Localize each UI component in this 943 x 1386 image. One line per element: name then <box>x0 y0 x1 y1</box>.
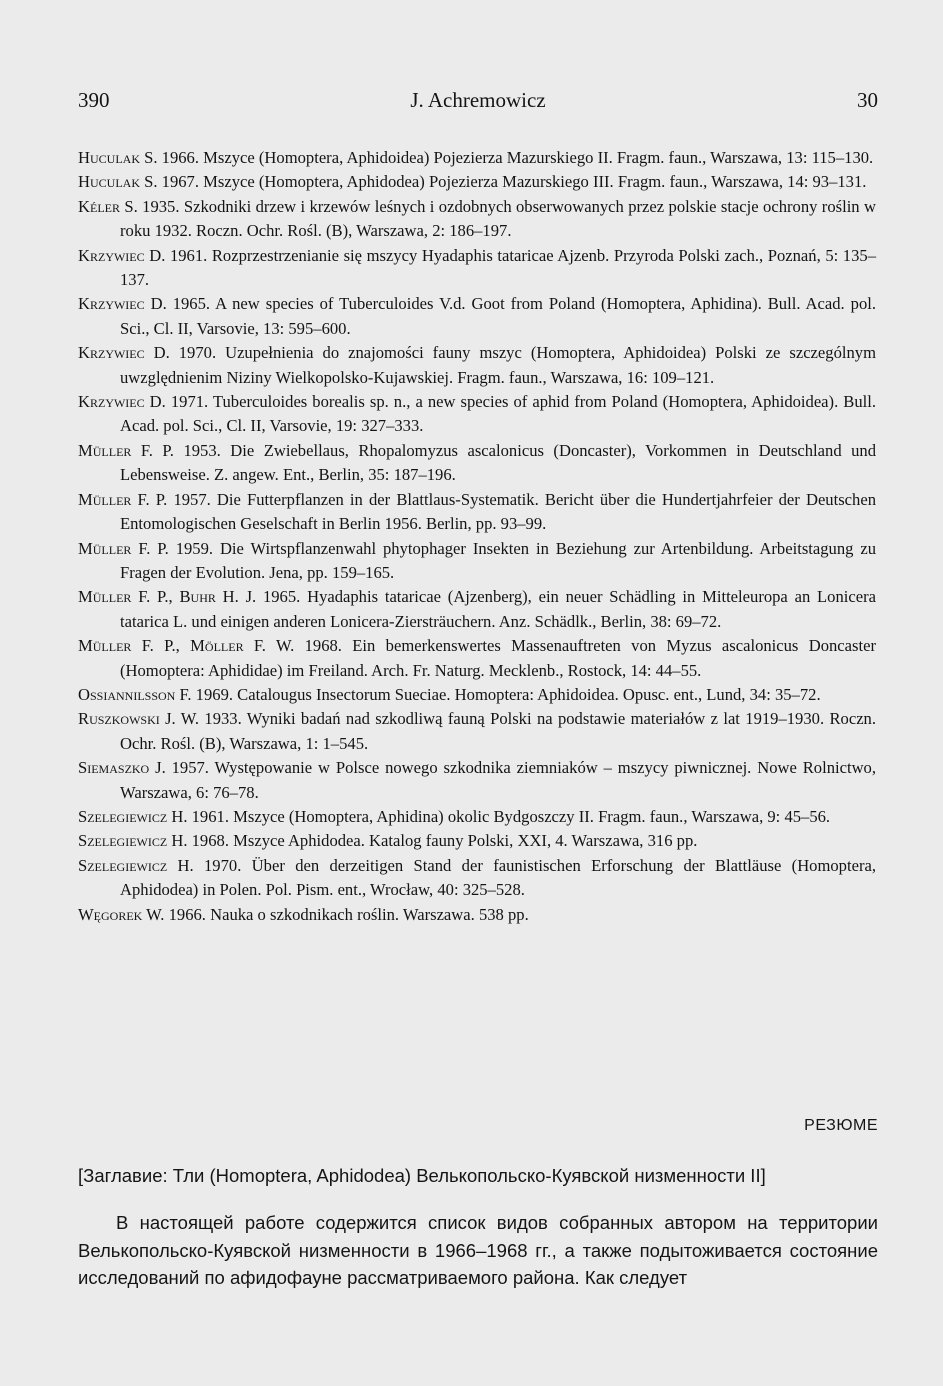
reference-author: Szelegiewicz H. <box>78 855 194 875</box>
reference-author: Huculak S. <box>78 148 158 167</box>
page-number-left: 390 <box>78 88 110 112</box>
reference-entry <box>78 829 876 853</box>
reference-list <box>78 146 876 927</box>
reference-entry <box>78 292 876 341</box>
reference-author: Müller F. P. <box>78 440 174 460</box>
reference-text: 1966. Nauka o szkodnikach roślin. Warszawa. 538 pp. <box>164 904 529 924</box>
reference-text: 1968. Mszyce Aphidodea. Katalog fauny Polski, XXI, 4. Warszawa, 316 pp. <box>187 831 698 851</box>
reference-author: Krzywiec D. <box>78 245 166 265</box>
reference-entry <box>78 805 876 829</box>
reference-author: Müller F. P., Möller F. W. <box>78 636 295 656</box>
reference-entry <box>78 683 876 707</box>
reference-entry <box>78 170 876 194</box>
reference-author: Szelegiewicz H. <box>78 831 188 851</box>
reference-text: 1961. Rozprzestrzenianie się mszycy Hyadaphis tataricae Ajzenb. Przyroda Polski zach., Poznań, 5: 135–137. <box>120 245 876 290</box>
reference-text: 1965. A new species of Tuberculoides V.d. Goot from Poland (Homoptera, Aphidina). Bull. Acad. pol. Sci., Cl. II, Varsovie, 13: 595–600. <box>120 294 877 338</box>
reference-text: 1969. Catalougus Insectorum Sueciae. Homoptera: Aphidoidea. Opusc. ent., Lund, 34: 35–72. <box>191 684 821 704</box>
resume-heading: РЕЗЮМЕ <box>804 1117 878 1134</box>
reference-entry <box>78 488 876 537</box>
reference-author: Siemaszko J. <box>78 758 166 778</box>
resume-title-translation: [Заглавие: Тли (Homoptera, Aphidodea) Велькопольско-Куявской низменности II] <box>78 1165 766 1186</box>
resume-summary-paragraph: В настоящей работе содержится список видов собранных автором на территории Велькопольско-Куявской низменности в 1966–1968 гг., а также подытоживается состояние исследований по афидофауне рассматриваемого района. Как следует <box>78 1212 878 1288</box>
reference-text: 1966. Mszyce (Homoptera, Aphidoidea) Pojezierza Mazurskiego II. Fragm. faun., Warszawa, 13: 115–130. <box>157 148 874 167</box>
reference-entry <box>78 756 876 805</box>
running-author: J. Achremowicz <box>410 88 546 112</box>
reference-text: 1970. Uzupełnienia do znajomości fauny mszyc (Homoptera, Aphidoidea) Polski ze szczególnym uwzględnienim Niziny Wielkopolsko-Kujawskiej. Fragm. faun., Warszawa, 16: 109–121. <box>120 343 876 387</box>
reference-text: 1957. Występowanie w Polsce nowego szkodnika ziemniaków – mszycy piwnicznej. Nowe Rolnictwo, Warszawa, 6: 76–78. <box>120 758 877 802</box>
reference-entry <box>78 634 876 683</box>
reference-author: Szelegiewicz H. <box>78 806 188 826</box>
reference-author: Ruszkowski J. W. <box>78 709 200 729</box>
reference-entry <box>78 146 876 170</box>
reference-entry <box>78 903 876 927</box>
reference-author: Ossiannilsson F. <box>78 684 192 704</box>
reference-entry <box>78 854 876 903</box>
reference-entry <box>78 341 876 390</box>
reference-author: Krzywiec D. <box>78 392 166 412</box>
reference-author: Węgorek W. <box>78 904 165 924</box>
reference-author: Müller F. P. <box>78 489 168 509</box>
reference-author: Huculak S. <box>78 172 158 192</box>
reference-text: 1953. Die Zwiebellaus, Rhopalomyzus ascalonicus (Doncaster), Vorkommen in Deutschland und Lebensweise. Z. angew. Ent., Berlin, 35: 187–196. <box>120 440 877 485</box>
reference-entry <box>78 707 876 756</box>
reference-text: 1970. Über den derzeitigen Stand der faunistischen Erforschung der Blattläuse (Homoptera, Aphidodea) in Polen. Pol. Pism. ent., Wrocław, 40: 325–528. <box>120 855 876 900</box>
reference-author: Müller F. P. <box>78 538 169 558</box>
reference-text: 1967. Mszyce (Homoptera, Aphidodea) Pojezierza Mazurskiego III. Fragm. faun., Warszawa, 14: 93–131. <box>157 172 867 192</box>
reference-author: Müller F. P., Buhr H. J. <box>78 587 257 607</box>
reference-entry <box>78 244 876 293</box>
reference-entry <box>78 585 876 634</box>
reference-text: 1968. Ein bemerkenswertes Massenauftreten von Myzus ascalonicus Doncaster (Homoptera: Aphididae) im Freiland. Arch. Fr. Naturg. Mecklenb., Rostock, 14: 44–55. <box>120 636 876 680</box>
reference-text: 1933. Wyniki badań nad szkodliwą fauną Polski na podstawie materiałów z lat 1919–1930. Roczn. Ochr. Rośl. (B), Warszawa, 1: 1–545. <box>120 709 876 753</box>
reference-entry <box>78 537 876 586</box>
reference-text: 1961. Mszyce (Homoptera, Aphidina) okolic Bydgoszczy II. Fragm. faun., Warszawa, 9: 45–56. <box>187 806 831 826</box>
reference-text: 1957. Die Futterpflanzen in der Blattlaus-Systematik. Bericht über die Hundertjahrfeier der Deutschen Entomologischen Geselschaft in Berlin 1956. Berlin, pp. 93–99. <box>120 489 876 534</box>
reference-author: Krzywiec D. <box>78 343 170 363</box>
reference-entry <box>78 390 876 439</box>
reference-entry <box>78 195 876 244</box>
reference-text: 1971. Tuberculoides borealis sp. n., a new species of aphid from Poland (Homoptera, Aphidoidea). Bull. Acad. pol. Sci., Cl. II, Varsovie, 19: 327–333. <box>120 392 876 436</box>
running-header <box>78 88 878 118</box>
reference-text: 1965. Hyadaphis tataricae (Ajzenberg), ein neuer Schädling in Mitteleuropa an Lonicera tatarica L. und einigen anderen Lonicera-Ziersträuchern. Anz. Schädlk., Berlin, 38: 69–72. <box>120 587 876 631</box>
page-number-right: 30 <box>857 88 878 112</box>
reference-text: 1959. Die Wirtspflanzenwahl phytophager Insekten in Beziehung zur Artenbildung. Arbeitstagung zu Fragen der Evolution. Jena, pp. 159–165. <box>120 538 877 582</box>
reference-text: 1935. Szkodniki drzew i krzewów leśnych i ozdobnych obserwowanych przez polskie stacje ochrony roślin w roku 1932. Roczn. Ochr. Rośl. (B), Warszawa, 2: 186–197. <box>120 196 876 241</box>
reference-author: Kéler S. <box>78 196 138 216</box>
reference-entry <box>78 439 876 488</box>
reference-author: Krzywiec D. <box>78 294 167 314</box>
